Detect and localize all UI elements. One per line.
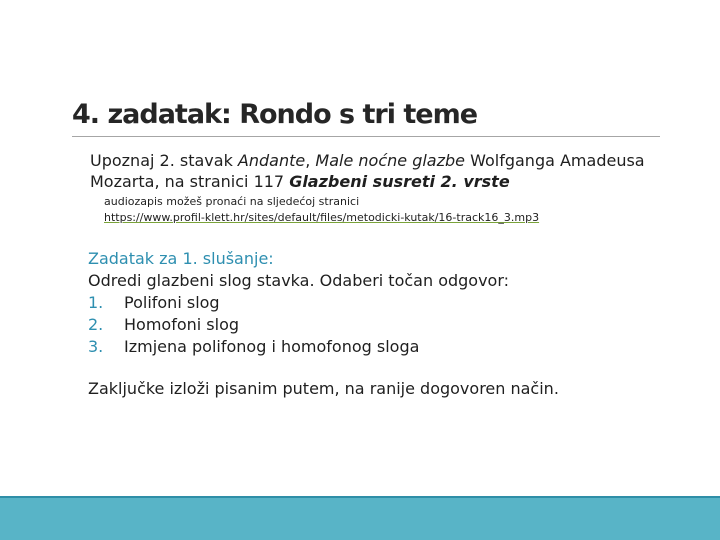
footer-bar [0, 498, 720, 540]
answer-option [88, 292, 688, 314]
answer-option [88, 336, 688, 358]
option-number: 1. [88, 293, 104, 312]
option-label: Polifoni slog [124, 293, 220, 312]
audio-note [104, 194, 704, 226]
task-heading: Zadatak za 1. slušanje: [88, 249, 274, 268]
audio-link[interactable]: https://www.profil-klett.hr/sites/default/files/metodicki-kutak/16-track16_3.mp3 [104, 211, 540, 224]
title-divider [72, 136, 660, 137]
intro-italic-work: Male noćne glazbe [315, 151, 465, 170]
slide-title: 4. zadatak: Rondo s tri teme [72, 99, 478, 130]
intro-text-2: , [305, 151, 316, 170]
option-label: Homofoni slog [124, 315, 240, 334]
option-label: Izmjena polifonog i homofonog sloga [124, 337, 420, 356]
audio-note-text: audiozapis možeš pronaći na sljedećoj stranici [104, 195, 360, 208]
answer-options [88, 292, 688, 358]
intro-paragraph [90, 150, 690, 192]
intro-book-title: Glazbeni susreti 2. vrste [289, 172, 510, 191]
intro-text-1: Upoznaj 2. stavak [90, 151, 238, 170]
intro-text-3: Wolfganga Amadeusa Mozarta, na stranici 117 [90, 151, 645, 191]
task-block [88, 248, 688, 358]
option-number: 3. [88, 337, 104, 356]
task-question: Odredi glazbeni slog stavka. Odaberi točan odgovor: [88, 271, 510, 290]
conclusion-text: Zaključke izloži pisanim putem, na ranije dogovoren način. [88, 379, 559, 398]
intro-italic-andante: Andante [237, 151, 306, 170]
answer-option [88, 314, 688, 336]
option-number: 2. [88, 315, 104, 334]
